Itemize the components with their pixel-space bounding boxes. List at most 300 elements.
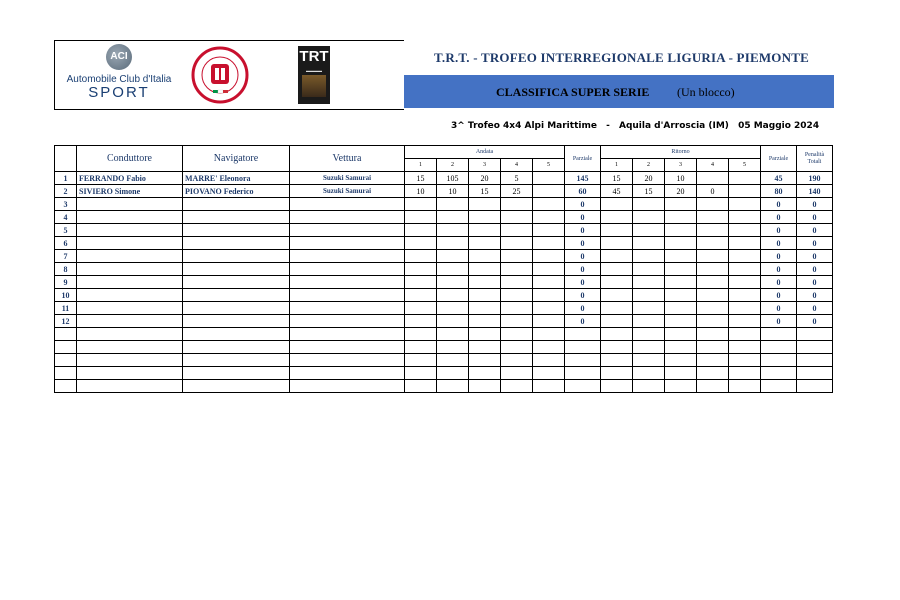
andata-score-cell bbox=[405, 380, 437, 393]
parziale-ritorno-cell: 80 bbox=[761, 185, 797, 198]
andata-score-cell bbox=[501, 354, 533, 367]
penalita-totali-header bbox=[797, 146, 833, 172]
ritorno-score-cell bbox=[601, 380, 633, 393]
ritorno-score-cell: 20 bbox=[633, 172, 665, 185]
ritorno-score-cell bbox=[729, 276, 761, 289]
andata-stage-3-header: 3 bbox=[469, 159, 501, 172]
navigator-cell bbox=[183, 380, 290, 393]
ritorno-score-cell bbox=[729, 380, 761, 393]
parziale-ritorno-cell bbox=[761, 380, 797, 393]
ritorno-score-cell bbox=[697, 302, 729, 315]
andata-score-cell bbox=[469, 224, 501, 237]
ritorno-score-cell bbox=[601, 224, 633, 237]
car-cell bbox=[290, 289, 405, 302]
parziale-andata-cell: 60 bbox=[565, 185, 601, 198]
ritorno-score-cell bbox=[697, 198, 729, 211]
andata-score-cell bbox=[405, 354, 437, 367]
andata-score-cell bbox=[501, 302, 533, 315]
ritorno-score-cell bbox=[633, 289, 665, 302]
car-cell bbox=[290, 250, 405, 263]
ritorno-score-cell bbox=[665, 328, 697, 341]
andata-score-cell bbox=[501, 289, 533, 302]
ritorno-score-cell bbox=[729, 302, 761, 315]
andata-score-cell bbox=[405, 328, 437, 341]
position-cell: 4 bbox=[55, 211, 77, 224]
trt-logo bbox=[298, 46, 330, 104]
andata-score-cell bbox=[437, 237, 469, 250]
total-cell: 0 bbox=[797, 224, 833, 237]
ritorno-score-cell bbox=[633, 315, 665, 328]
parziale-ritorno-cell: 0 bbox=[761, 315, 797, 328]
driver-cell: FERRANDO Fabio bbox=[77, 172, 183, 185]
andata-score-cell bbox=[437, 211, 469, 224]
car-cell bbox=[290, 341, 405, 354]
andata-score-cell bbox=[469, 237, 501, 250]
car-cell bbox=[290, 224, 405, 237]
ritorno-score-cell bbox=[633, 380, 665, 393]
driver-cell: SIVIERO Simone bbox=[77, 185, 183, 198]
ritorno-score-cell bbox=[633, 341, 665, 354]
ritorno-score-cell bbox=[665, 302, 697, 315]
andata-score-cell bbox=[469, 250, 501, 263]
car-cell bbox=[290, 380, 405, 393]
driver-cell bbox=[77, 211, 183, 224]
ritorno-score-cell bbox=[729, 263, 761, 276]
ritorno-score-cell bbox=[697, 354, 729, 367]
driver-header: Conduttore bbox=[77, 146, 183, 172]
navigator-cell bbox=[183, 250, 290, 263]
car-cell bbox=[290, 198, 405, 211]
andata-score-cell bbox=[533, 198, 565, 211]
table-row bbox=[55, 250, 833, 263]
andata-score-cell bbox=[469, 328, 501, 341]
ritorno-score-cell bbox=[633, 367, 665, 380]
andata-score-cell: 105 bbox=[437, 172, 469, 185]
ritorno-score-cell bbox=[665, 211, 697, 224]
andata-score-cell bbox=[405, 224, 437, 237]
andata-score-cell: 10 bbox=[437, 185, 469, 198]
trt-logo-text: TRT bbox=[299, 48, 329, 65]
ritorno-score-cell bbox=[697, 250, 729, 263]
andata-score-cell bbox=[501, 341, 533, 354]
andata-score-cell bbox=[437, 367, 469, 380]
event-name: 3^ Trofeo 4x4 Alpi Marittime bbox=[451, 121, 597, 131]
ritorno-score-cell bbox=[729, 250, 761, 263]
navigator-cell bbox=[183, 224, 290, 237]
ritorno-score-cell bbox=[601, 302, 633, 315]
parziale-andata-cell bbox=[565, 367, 601, 380]
total-cell: 0 bbox=[797, 263, 833, 276]
total-cell: 0 bbox=[797, 250, 833, 263]
navigator-cell bbox=[183, 302, 290, 315]
andata-score-cell bbox=[533, 263, 565, 276]
andata-score-cell: 20 bbox=[469, 172, 501, 185]
ritorno-score-cell bbox=[601, 341, 633, 354]
andata-score-cell bbox=[469, 341, 501, 354]
ritorno-score-cell bbox=[665, 276, 697, 289]
parziale-andata-cell: 0 bbox=[565, 276, 601, 289]
position-cell: 2 bbox=[55, 185, 77, 198]
ritorno-score-cell bbox=[697, 367, 729, 380]
parziale-ritorno-cell: 0 bbox=[761, 198, 797, 211]
total-cell: 0 bbox=[797, 289, 833, 302]
andata-score-cell bbox=[437, 289, 469, 302]
parziale-andata-header: Parziale bbox=[565, 146, 601, 172]
ritorno-score-cell bbox=[665, 224, 697, 237]
car-cell bbox=[290, 276, 405, 289]
driver-cell bbox=[77, 276, 183, 289]
ritorno-score-cell bbox=[665, 354, 697, 367]
ritorno-score-cell bbox=[633, 211, 665, 224]
andata-score-cell bbox=[469, 380, 501, 393]
ritorno-stage-5-header: 5 bbox=[729, 159, 761, 172]
andata-score-cell bbox=[469, 315, 501, 328]
table-row bbox=[55, 185, 833, 198]
car-cell bbox=[290, 211, 405, 224]
ritorno-score-cell: 15 bbox=[633, 185, 665, 198]
navigator-cell bbox=[183, 354, 290, 367]
andata-score-cell bbox=[405, 276, 437, 289]
ritorno-score-cell bbox=[665, 367, 697, 380]
parziale-ritorno-header: Parziale bbox=[761, 146, 797, 172]
page-subtitle-note: (Un blocco) bbox=[677, 85, 735, 99]
ritorno-score-cell bbox=[665, 380, 697, 393]
ritorno-score-cell bbox=[697, 263, 729, 276]
total-cell bbox=[797, 328, 833, 341]
parziale-andata-cell: 0 bbox=[565, 237, 601, 250]
car-cell: Suzuki Samurai bbox=[290, 185, 405, 198]
andata-score-cell bbox=[501, 250, 533, 263]
driver-cell bbox=[77, 341, 183, 354]
car-cell bbox=[290, 354, 405, 367]
andata-score-cell bbox=[533, 367, 565, 380]
parziale-ritorno-cell: 0 bbox=[761, 211, 797, 224]
car-cell: Suzuki Samurai bbox=[290, 172, 405, 185]
event-info bbox=[451, 121, 825, 131]
ritorno-score-cell bbox=[665, 289, 697, 302]
parziale-andata-cell bbox=[565, 380, 601, 393]
ritorno-score-cell bbox=[697, 341, 729, 354]
driver-cell bbox=[77, 354, 183, 367]
andata-score-cell bbox=[405, 211, 437, 224]
andata-score-cell bbox=[533, 315, 565, 328]
ritorno-score-cell bbox=[697, 328, 729, 341]
ritorno-header: Ritorno bbox=[601, 146, 761, 159]
andata-score-cell bbox=[437, 198, 469, 211]
ritorno-score-cell bbox=[633, 328, 665, 341]
driver-cell bbox=[77, 380, 183, 393]
andata-score-cell bbox=[469, 302, 501, 315]
ritorno-score-cell bbox=[601, 289, 633, 302]
ritorno-score-cell bbox=[697, 211, 729, 224]
position-cell: 3 bbox=[55, 198, 77, 211]
andata-score-cell bbox=[501, 367, 533, 380]
andata-score-cell bbox=[437, 354, 469, 367]
total-cell: 0 bbox=[797, 302, 833, 315]
navigator-cell bbox=[183, 211, 290, 224]
driver-cell bbox=[77, 263, 183, 276]
total-cell: 190 bbox=[797, 172, 833, 185]
ritorno-score-cell bbox=[601, 328, 633, 341]
parziale-ritorno-cell: 45 bbox=[761, 172, 797, 185]
andata-score-cell bbox=[437, 328, 469, 341]
ritorno-score-cell bbox=[665, 341, 697, 354]
andata-stage-4-header: 4 bbox=[501, 159, 533, 172]
andata-score-cell bbox=[437, 380, 469, 393]
table-row bbox=[55, 380, 833, 393]
andata-score-cell bbox=[533, 289, 565, 302]
ritorno-score-cell bbox=[633, 250, 665, 263]
ritorno-score-cell bbox=[665, 237, 697, 250]
andata-score-cell bbox=[405, 302, 437, 315]
andata-score-cell: 15 bbox=[469, 185, 501, 198]
total-cell bbox=[797, 341, 833, 354]
andata-score-cell bbox=[501, 276, 533, 289]
andata-score-cell bbox=[501, 211, 533, 224]
andata-score-cell bbox=[469, 263, 501, 276]
ritorno-score-cell bbox=[697, 276, 729, 289]
andata-score-cell: 10 bbox=[405, 185, 437, 198]
position-cell bbox=[55, 380, 77, 393]
ritorno-stage-3-header: 3 bbox=[665, 159, 697, 172]
total-cell: 0 bbox=[797, 315, 833, 328]
ritorno-score-cell bbox=[633, 263, 665, 276]
andata-score-cell bbox=[469, 276, 501, 289]
parziale-andata-cell: 0 bbox=[565, 302, 601, 315]
andata-score-cell bbox=[437, 263, 469, 276]
ritorno-score-cell bbox=[729, 328, 761, 341]
ritorno-score-cell bbox=[633, 276, 665, 289]
navigator-header: Navigatore bbox=[183, 146, 290, 172]
andata-score-cell bbox=[533, 185, 565, 198]
parziale-ritorno-cell bbox=[761, 367, 797, 380]
navigator-cell bbox=[183, 341, 290, 354]
car-header: Vettura bbox=[290, 146, 405, 172]
totali-label: Totali bbox=[807, 158, 822, 165]
table-row bbox=[55, 354, 833, 367]
table-row bbox=[55, 198, 833, 211]
ritorno-score-cell bbox=[697, 224, 729, 237]
ritorno-score-cell bbox=[729, 185, 761, 198]
ritorno-score-cell bbox=[601, 367, 633, 380]
andata-score-cell bbox=[533, 211, 565, 224]
ritorno-score-cell bbox=[729, 315, 761, 328]
driver-cell bbox=[77, 367, 183, 380]
total-cell: 140 bbox=[797, 185, 833, 198]
ritorno-score-cell bbox=[665, 250, 697, 263]
ritorno-score-cell bbox=[601, 263, 633, 276]
ritorno-score-cell bbox=[633, 224, 665, 237]
event-separator: - bbox=[606, 121, 610, 131]
andata-score-cell bbox=[533, 224, 565, 237]
andata-score-cell bbox=[469, 367, 501, 380]
trt-logo-decor: ▬▬▬▬ bbox=[306, 68, 322, 73]
parziale-ritorno-cell bbox=[761, 354, 797, 367]
penalita-label: Penalità bbox=[804, 151, 825, 158]
aci-mark-icon: ACI bbox=[106, 44, 132, 70]
parziale-andata-cell: 0 bbox=[565, 211, 601, 224]
driver-cell bbox=[77, 237, 183, 250]
ritorno-score-cell bbox=[633, 237, 665, 250]
event-date: 05 Maggio 2024 bbox=[738, 121, 820, 131]
andata-score-cell bbox=[437, 302, 469, 315]
table-row bbox=[55, 315, 833, 328]
ritorno-score-cell bbox=[697, 289, 729, 302]
ritorno-score-cell: 20 bbox=[665, 185, 697, 198]
ritorno-score-cell bbox=[729, 289, 761, 302]
driver-cell bbox=[77, 198, 183, 211]
andata-score-cell bbox=[437, 224, 469, 237]
driver-cell bbox=[77, 315, 183, 328]
parziale-andata-cell bbox=[565, 354, 601, 367]
position-cell: 9 bbox=[55, 276, 77, 289]
navigator-cell bbox=[183, 289, 290, 302]
navigator-cell bbox=[183, 367, 290, 380]
andata-score-cell bbox=[501, 263, 533, 276]
parziale-ritorno-cell: 0 bbox=[761, 263, 797, 276]
ritorno-score-cell bbox=[697, 172, 729, 185]
ritorno-score-cell bbox=[601, 276, 633, 289]
navigator-cell bbox=[183, 276, 290, 289]
andata-score-cell: 5 bbox=[501, 172, 533, 185]
position-cell: 6 bbox=[55, 237, 77, 250]
table-row bbox=[55, 263, 833, 276]
ritorno-score-cell bbox=[729, 198, 761, 211]
ritorno-score-cell bbox=[601, 354, 633, 367]
driver-cell bbox=[77, 289, 183, 302]
andata-score-cell bbox=[469, 289, 501, 302]
andata-score-cell bbox=[437, 315, 469, 328]
fis-logo-icon bbox=[191, 46, 249, 104]
andata-score-cell bbox=[533, 328, 565, 341]
table-row bbox=[55, 276, 833, 289]
table-row bbox=[55, 224, 833, 237]
ritorno-score-cell bbox=[729, 367, 761, 380]
andata-score-cell bbox=[405, 263, 437, 276]
andata-score-cell bbox=[533, 250, 565, 263]
parziale-ritorno-cell: 0 bbox=[761, 276, 797, 289]
ritorno-score-cell bbox=[729, 224, 761, 237]
andata-score-cell bbox=[469, 354, 501, 367]
parziale-andata-cell: 0 bbox=[565, 315, 601, 328]
table-row bbox=[55, 302, 833, 315]
ritorno-score-cell bbox=[729, 172, 761, 185]
position-cell bbox=[55, 367, 77, 380]
total-cell: 0 bbox=[797, 276, 833, 289]
table-row bbox=[55, 328, 833, 341]
ritorno-score-cell bbox=[697, 380, 729, 393]
table-row bbox=[55, 341, 833, 354]
parziale-andata-cell: 145 bbox=[565, 172, 601, 185]
table-row bbox=[55, 172, 833, 185]
ritorno-score-cell bbox=[729, 354, 761, 367]
position-cell: 1 bbox=[55, 172, 77, 185]
parziale-ritorno-cell: 0 bbox=[761, 224, 797, 237]
ritorno-score-cell bbox=[697, 315, 729, 328]
car-cell bbox=[290, 367, 405, 380]
andata-stage-5-header: 5 bbox=[533, 159, 565, 172]
andata-score-cell bbox=[405, 289, 437, 302]
ritorno-score-cell bbox=[665, 315, 697, 328]
total-cell: 0 bbox=[797, 237, 833, 250]
car-cell bbox=[290, 315, 405, 328]
parziale-andata-cell bbox=[565, 341, 601, 354]
parziale-andata-cell: 0 bbox=[565, 289, 601, 302]
event-place: Aquila d'Arroscia (IM) bbox=[618, 121, 729, 131]
navigator-cell: PIOVANO Federico bbox=[183, 185, 290, 198]
parziale-ritorno-cell: 0 bbox=[761, 302, 797, 315]
position-cell bbox=[55, 354, 77, 367]
car-cell bbox=[290, 263, 405, 276]
total-cell bbox=[797, 367, 833, 380]
total-cell: 0 bbox=[797, 198, 833, 211]
ritorno-score-cell bbox=[729, 237, 761, 250]
ritorno-score-cell: 0 bbox=[697, 185, 729, 198]
navigator-cell bbox=[183, 263, 290, 276]
navigator-cell bbox=[183, 315, 290, 328]
ritorno-score-cell bbox=[633, 198, 665, 211]
position-cell: 8 bbox=[55, 263, 77, 276]
andata-header: Andata bbox=[405, 146, 565, 159]
parziale-andata-cell: 0 bbox=[565, 263, 601, 276]
navigator-cell bbox=[183, 237, 290, 250]
andata-score-cell bbox=[533, 380, 565, 393]
andata-score-cell bbox=[533, 276, 565, 289]
parziale-andata-cell: 0 bbox=[565, 198, 601, 211]
andata-score-cell: 25 bbox=[501, 185, 533, 198]
andata-score-cell bbox=[501, 224, 533, 237]
driver-cell bbox=[77, 224, 183, 237]
table-row bbox=[55, 211, 833, 224]
andata-stage-2-header: 2 bbox=[437, 159, 469, 172]
driver-cell bbox=[77, 328, 183, 341]
andata-stage-1-header: 1 bbox=[405, 159, 437, 172]
ritorno-stage-1-header: 1 bbox=[601, 159, 633, 172]
andata-score-cell: 15 bbox=[405, 172, 437, 185]
parziale-andata-cell: 0 bbox=[565, 224, 601, 237]
andata-score-cell bbox=[405, 237, 437, 250]
parziale-ritorno-cell: 0 bbox=[761, 289, 797, 302]
ritorno-score-cell: 15 bbox=[601, 172, 633, 185]
position-cell bbox=[55, 328, 77, 341]
ritorno-score-cell bbox=[665, 198, 697, 211]
ritorno-score-cell bbox=[601, 237, 633, 250]
parziale-ritorno-cell bbox=[761, 341, 797, 354]
andata-score-cell bbox=[501, 237, 533, 250]
ritorno-score-cell bbox=[697, 237, 729, 250]
andata-score-cell bbox=[501, 315, 533, 328]
navigator-cell: MARRE' Eleonora bbox=[183, 172, 290, 185]
ritorno-score-cell bbox=[601, 198, 633, 211]
andata-score-cell bbox=[533, 354, 565, 367]
position-cell: 10 bbox=[55, 289, 77, 302]
ritorno-stage-2-header: 2 bbox=[633, 159, 665, 172]
total-cell: 0 bbox=[797, 211, 833, 224]
parziale-andata-cell bbox=[565, 328, 601, 341]
parziale-ritorno-cell: 0 bbox=[761, 237, 797, 250]
andata-score-cell bbox=[437, 250, 469, 263]
andata-score-cell bbox=[501, 198, 533, 211]
andata-score-cell bbox=[533, 172, 565, 185]
andata-score-cell bbox=[405, 341, 437, 354]
table-row bbox=[55, 237, 833, 250]
andata-score-cell bbox=[533, 237, 565, 250]
ritorno-score-cell bbox=[729, 211, 761, 224]
andata-score-cell bbox=[501, 328, 533, 341]
car-cell bbox=[290, 237, 405, 250]
andata-score-cell bbox=[501, 380, 533, 393]
navigator-cell bbox=[183, 198, 290, 211]
